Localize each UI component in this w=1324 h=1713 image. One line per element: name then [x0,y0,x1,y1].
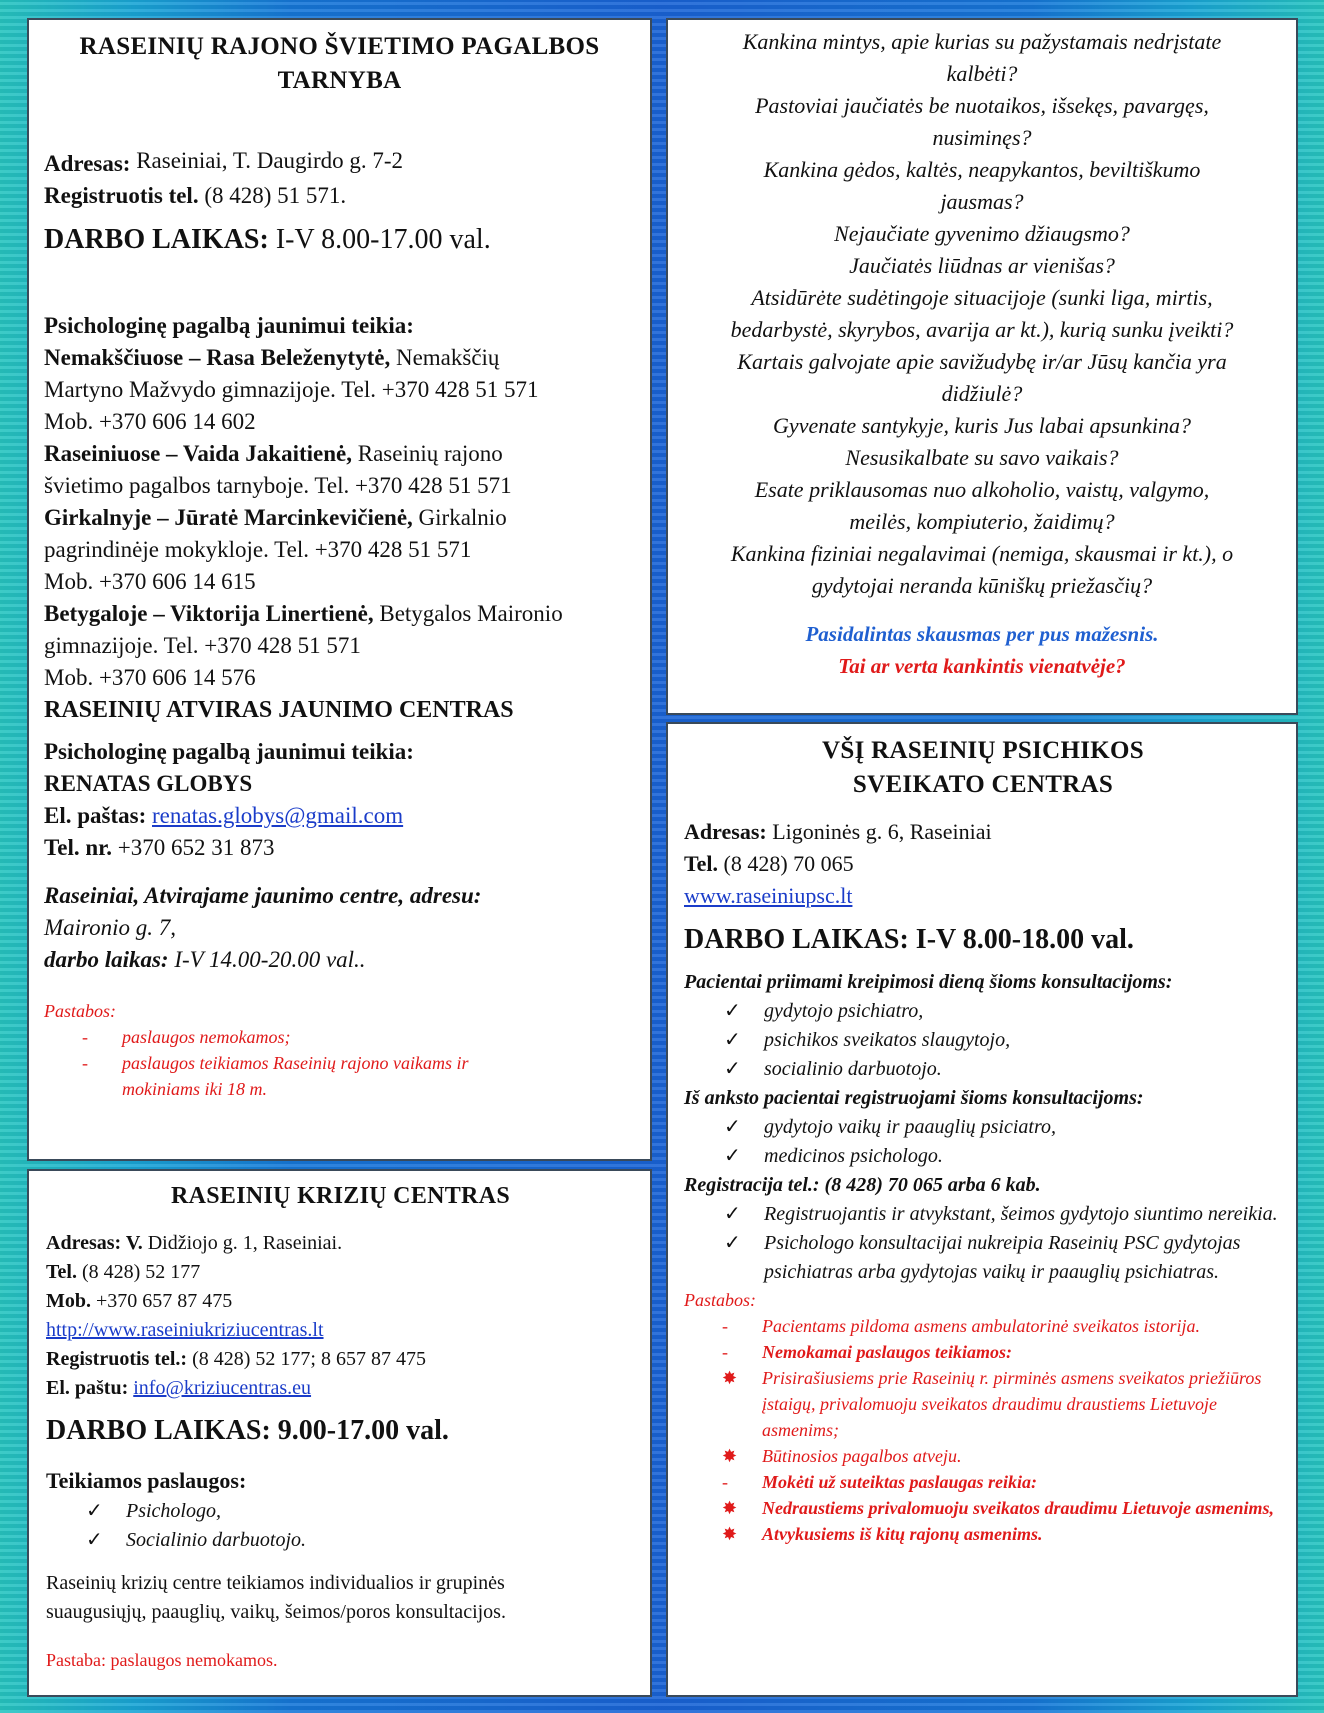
kriziu-tel-label: Tel. [46,1261,77,1283]
kriziu-email-label: El. paštu: [46,1377,129,1399]
kriziu-address-value: Didžiojo g. 1, Raseiniai. [142,1232,343,1254]
star-bullet-icon: ✸ [722,1368,738,1388]
tarnyba-contact-line [44,534,635,566]
kriziu-title: RASEINIŲ KRIZIŲ CENTRAS [171,1183,510,1209]
kriziu-service-text: Socialinio darbuotojo. [126,1529,306,1551]
tarnyba-contact-line [44,598,635,630]
psc-same-day-item [684,1026,1282,1055]
question-line: gydytojai neranda kūniškų priežasčių? [811,573,1153,598]
tarnyba-contact-line [44,630,635,662]
kriziu-email-link[interactable]: info@kriziucentras.eu [133,1377,312,1399]
kriziu-hours: DARBO LAIKAS: 9.00-17.00 val. [46,1415,449,1446]
tarnyba-hours-label: DARBO LAIKAS: [44,224,269,255]
psc-address [684,816,1282,848]
psc-same-day-text: gydytojo psichiatro, [764,1000,924,1022]
tarnyba-note-item [44,1076,635,1102]
kriziu-service-item [46,1497,635,1526]
tarnyba-address [44,148,635,180]
contact-person: Nemakščiuose – Rasa Beleženytytė, [44,345,391,370]
kriziu-description: suaugusiųjų, paauglių, vaikų, šeimos/poros konsultacijos. [46,1601,506,1623]
star-bullet-icon: ✸ [722,1498,738,1518]
psc-note-text: Būtinosios pagalbos atveju. [762,1446,962,1466]
dash-bullet-icon: - [722,1342,728,1362]
checkmark-icon: ✓ [724,1145,741,1167]
tarnyba-hours-value: I-V 8.00-17.00 val. [275,224,491,255]
contact-details: pagrindinėje mokykloje. Tel. +370 428 51 571 [44,537,472,562]
ajc-hours-label: darbo laikas: [44,947,169,972]
tarnyba-contacts-list [44,342,635,694]
psc-advance-text: gydytojo vaikų ir paauglių psiciatro, [764,1116,1057,1138]
ajc-tel-value: +370 652 31 873 [117,835,275,860]
question-line: bedarbystė, skyrybos, avarija ar kt.), kurią sunku įveikti? [730,317,1234,342]
psc-registration-heading: Registracija tel.: (8 428) 70 065 arba 6 kab. [684,1174,1041,1196]
kriziu-centras-panel [27,1169,652,1697]
question-line: Pastoviai jaučiatės be nuotaikos, išsekęs, pavargęs, [755,93,1209,118]
question-line: meilės, kompiuterio, žaidimų? [849,509,1115,534]
checkmark-icon: ✓ [724,1116,741,1138]
kriziu-registration [46,1345,635,1374]
kriziu-service-item [46,1526,635,1555]
kriziu-address-label: Adresas: V. [46,1232,143,1254]
kriziu-email [46,1374,635,1403]
checkmark-icon: ✓ [724,1029,741,1051]
tarnyba-note-text: paslaugos teikiamos Raseinių rajono vaikams ir [122,1053,469,1073]
kriziu-reg-value: (8 428) 52 177; 8 657 87 475 [187,1348,426,1370]
psc-note-item [684,1313,1282,1339]
question-line: Nejaučiate gyvenimo džiaugsmo? [834,221,1130,246]
question-line: Esate priklausomas nuo alkoholio, vaistų, valgymo, [754,477,1210,502]
tarnyba-contact-line [44,662,635,694]
psc-registration-item [684,1229,1282,1287]
psc-same-day-text: socialinio darbuotojo. [764,1058,942,1080]
tarnyba-help-heading: Psichologinę pagalbą jaunimui teikia: [44,313,414,338]
tarnyba-reg-label: Registruotis tel. [44,183,199,208]
checkmark-icon: ✓ [86,1500,103,1522]
questions-list [678,26,1286,602]
psc-same-day-item [684,1055,1282,1084]
ajc-hours-value: I-V 14.00-20.00 val.. [174,947,366,972]
contact-details: gimnazijoje. Tel. +370 428 51 571 [44,633,361,658]
tarnyba-contact-line [44,342,635,374]
psc-note-item [684,1495,1282,1521]
psc-notes-label: Pastabos: [684,1290,756,1310]
psc-same-day-text: psichikos sveikatos slaugytojo, [764,1029,1011,1051]
kriziu-description: Raseinių krizių centre teikiamos individualios ir grupinės [46,1572,505,1594]
tarnyba-contact-line [44,470,635,502]
ajc-hours [44,944,635,976]
question-line: Kankina mintys, apie kurias su pažystamais nedrįstate [742,29,1222,54]
kriziu-tel-value: (8 428) 52 177 [76,1261,201,1283]
kriziu-address [46,1229,635,1258]
psc-advance-text: medicinos psichologo. [764,1145,943,1167]
star-bullet-icon: ✸ [722,1446,738,1466]
tarnyba-hours [44,220,635,260]
psc-registration-item [684,1200,1282,1229]
tarnyba-title: RASEINIŲ RAJONO ŠVIETIMO PAGALBOS TARNYBA [79,33,600,94]
psc-address-value: Ligoninės g. 6, Raseiniai [766,819,992,844]
psc-tel [684,848,1282,880]
contact-details: Nemakščių [390,345,500,370]
contact-details: Betygalos Maironio [373,601,563,626]
kriziu-website-link[interactable]: http://www.raseiniukriziucentras.lt [46,1319,324,1341]
kriziu-service-text: Psichologo, [126,1500,221,1522]
tarnyba-registration [44,180,635,212]
psc-note-item [684,1365,1282,1443]
ajc-tel-label: Tel. nr. [44,835,112,860]
tarnyba-note-item: - paslaugos teikiamos Raseinių rajono vaikams ir [44,1050,635,1076]
tarnyba-contact-line [44,438,635,470]
psc-advance-heading: Iš anksto pacientai registruojami šioms konsultacijoms: [684,1087,1144,1109]
ajc-email-link[interactable]: renatas.globys@gmail.com [152,803,404,828]
question-line: Kartais galvojate apie savižudybę ir/ar Jūsų kančia yra [737,349,1227,374]
question-line: kalbėti? [946,61,1018,86]
ajc-location-line: Raseiniai, Atvirajame jaunimo centre, adresu: [44,883,482,908]
psc-notes-list [684,1313,1282,1547]
tarnyba-notes-label: Pastabos: [44,1001,116,1021]
psc-registration-text: Registruojantis ir atvykstant, šeimos gydytojo siuntimo nereikia. [764,1203,1278,1225]
psc-note-text: Nemokamai paslaugos teikiamos: [762,1342,1013,1362]
kriziu-tel [46,1258,635,1287]
tarnyba-note-item: - paslaugos nemokamos; [44,1024,635,1050]
psc-note-item [684,1443,1282,1469]
kriziu-services-label: Teikiamos paslaugos: [46,1468,247,1493]
checkmark-icon: ✓ [724,1000,741,1022]
checkmark-icon: ✓ [724,1058,741,1080]
tarnyba-contact-line [44,406,635,438]
kriziu-reg-label: Registruotis tel.: [46,1348,188,1370]
ajc-email-label: El. paštas: [44,803,147,828]
psc-note-item [684,1469,1282,1495]
star-bullet-icon: ✸ [722,1524,738,1544]
kriziu-mob-value: +370 657 87 475 [91,1290,233,1312]
psc-address-label: Adresas: [684,819,767,844]
psc-note-text: Prisirašiusiems prie Raseinių r. pirminės asmens sveikatos priežiūros įstaigų, privalomuoju sveikatos draudimu draustiems Lietuvoje asmenims; [762,1368,1262,1440]
psc-hours: DARBO LAIKAS: I-V 8.00-18.00 val. [684,924,1134,955]
tarnyba-contact-line [44,374,635,406]
question-line: Kankina fiziniai negalavimai (nemiga, skausmai ir kt.), o [730,541,1234,566]
dash-bullet-icon: - [722,1472,728,1492]
question-line: nusiminęs? [932,125,1032,150]
tarnyba-address-label: Adresas: [44,151,131,176]
svietimo-tarnyba-panel [27,18,652,1161]
contact-details: Girkalnio [412,505,507,530]
kriziu-mob-label: Mob. [46,1290,91,1312]
tarnyba-note-text: mokiniams iki 18 m. [122,1079,267,1099]
psc-advance-item [684,1113,1282,1142]
tarnyba-contact-line [44,566,635,598]
kriziu-mob [46,1287,635,1316]
psc-note-item [684,1339,1282,1365]
contact-details: švietimo pagalbos tarnyboje. Tel. +370 428 51 571 [44,473,512,498]
question-line: jausmas? [940,189,1024,214]
contact-details: Mob. +370 606 14 576 [44,665,256,690]
contact-person: Raseiniuose – Vaida Jakaitienė, [44,441,352,466]
psc-note-text: Nedraustiems privalomuoju sveikatos draudimu Lietuvoje asmenims, [762,1498,1275,1518]
psc-registration-text: Psichologo konsultacijai nukreipia Raseinių PSC gydytojas psichiatras arba gydytojas vaikų ir paauglių psichiatras. [764,1232,1241,1283]
contact-details: Mob. +370 606 14 602 [44,409,256,434]
contact-details: Mob. +370 606 14 615 [44,569,256,594]
checkmark-icon: ✓ [724,1203,741,1225]
psc-tel-label: Tel. [684,851,719,876]
psc-note-text: Atvykusiems iš kitų rajonų asmenims. [762,1524,1043,1544]
ajc-help-heading: Psichologinę pagalbą jaunimui teikia: [44,739,414,764]
psc-note-item [684,1521,1282,1547]
question-line: Gyvenate santykyje, kuris Jus labai apsunkina? [773,413,1191,438]
contact-person: Girkalnyje – Jūratė Marcinkevičienė, [44,505,413,530]
psc-same-day-heading: Pacientai priimami kreipimosi dieną šioms konsultacijoms: [684,971,1173,993]
contact-details: Raseinių rajono [352,441,503,466]
questions-blue-slogan: Pasidalintas skausmas per pus mažesnis. [805,622,1159,646]
dash-bullet-icon: - [722,1316,728,1336]
tarnyba-contact-line [44,502,635,534]
tarnyba-address-value: Raseiniai, T. Daugirdo g. 7-2 [136,148,404,173]
psc-same-day-item [684,997,1282,1026]
question-line: didžiulė? [941,381,1023,406]
kriziu-note: Pastaba: paslaugos nemokamos. [46,1650,278,1670]
ajc-email [44,800,635,832]
contact-details: Martyno Mažvydo gimnazijoje. Tel. +370 428 51 571 [44,377,539,402]
psc-website-link[interactable]: www.raseiniupsc.lt [684,883,853,908]
checkmark-icon: ✓ [724,1232,741,1254]
question-line: Atsidūrėte sudėtingoje situacijoje (sunki liga, mirtis, [751,285,1213,310]
tarnyba-reg-value: (8 428) 51 571. [204,183,347,208]
questions-red-slogan: Tai ar verta kankintis vienatvėje? [838,654,1126,678]
question-line: Jaučiatės liūdnas ar vienišas? [849,253,1115,278]
ajc-location-street: Maironio g. 7, [44,915,177,940]
question-line: Nesusikalbate su savo vaikais? [845,445,1119,470]
checkmark-icon: ✓ [86,1529,103,1551]
tarnyba-note-text: paslaugos nemokamos; [122,1027,291,1047]
question-line: Kankina gėdos, kaltės, neapykantos, beviltiškumo [763,157,1201,182]
psc-advance-item [684,1142,1282,1171]
psc-panel [666,722,1298,1697]
ajc-title: RASEINIŲ ATVIRAS JAUNIMO CENTRAS [44,697,514,723]
psc-title: VŠĮ RASEINIŲ PSICHIKOS SVEIKATO CENTRAS [822,737,1144,798]
ajc-name: RENATAS GLOBYS [44,771,253,796]
psc-note-text: Pacientams pildoma asmens ambulatorinė sveikatos istorija. [762,1316,1200,1336]
psc-note-text: Mokėti už suteiktas paslaugas reikia: [762,1472,1038,1492]
questions-panel [666,18,1298,715]
contact-person: Betygaloje – Viktorija Linertienė, [44,601,374,626]
ajc-tel [44,832,635,864]
psc-tel-value: (8 428) 70 065 [718,851,854,876]
